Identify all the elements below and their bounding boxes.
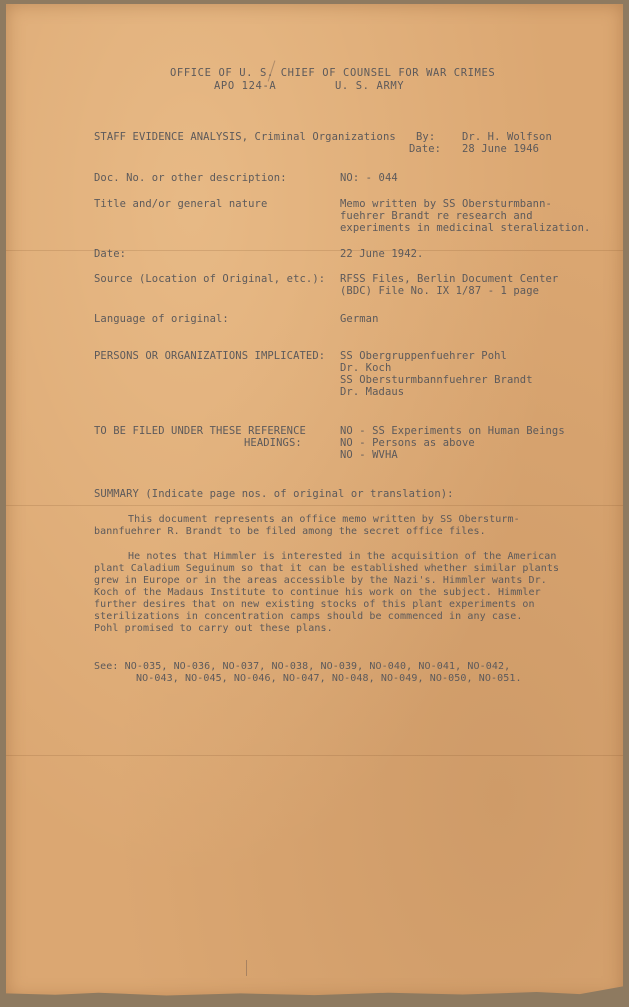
analysis-title: STAFF EVIDENCE ANALYSIS, Criminal Organizations <box>94 131 396 143</box>
summary-heading: SUMMARY (Indicate page nos. of original or translation): <box>94 488 454 500</box>
date-label: Date: <box>409 143 442 155</box>
source-value-line1: RFSS Files, Berlin Document Center <box>340 273 559 285</box>
person-item: Dr. Madaus <box>340 386 405 398</box>
heading-item: NO - SS Experiments on Human Beings <box>340 425 565 437</box>
header-office-line: OFFICE OF U. S. CHIEF OF COUNSEL FOR WAR CRIMES <box>170 67 496 79</box>
pencil-mark-bottom <box>246 960 247 976</box>
heading-item: NO - WVHA <box>340 449 398 461</box>
filed-under-label: TO BE FILED UNDER THESE REFERENCE <box>94 425 306 437</box>
person-item: Dr. Koch <box>340 362 392 374</box>
language-label: Language of original: <box>94 313 229 325</box>
filed-under-headings: HEADINGS: <box>244 437 302 449</box>
summary-p2-line6: sterilizations in concentration camps should be commenced in any case. <box>94 611 523 622</box>
doc-no-value: NO: - 044 <box>340 172 398 184</box>
summary-p1-line1: This document represents an office memo written by SS Obersturm- <box>128 514 520 525</box>
source-label: Source (Location of Original, etc.): <box>94 273 326 285</box>
doc-no-label: Doc. No. or other description: <box>94 172 287 184</box>
person-item: SS Obersturmbannfuehrer Brandt <box>340 374 533 386</box>
title-value-line2: fuehrer Brandt re research and <box>340 210 533 222</box>
summary-p2-line7: Pohl promised to carry out these plans. <box>94 623 333 634</box>
header-army: U. S. ARMY <box>335 80 405 92</box>
see-also-line2: NO-043, NO-045, NO-046, NO-047, NO-048, NO-049, NO-050, NO-051. <box>136 673 522 684</box>
summary-p2-line1: He notes that Himmler is interested in the acquisition of the American <box>128 551 557 562</box>
header-apo: APO 124-A <box>214 80 277 92</box>
source-value-line2: (BDC) File No. IX 1/87 - 1 page <box>340 285 540 297</box>
fold-line-middle <box>6 505 623 506</box>
summary-p2-line5: further desires that on new existing stocks of this plant experiments on <box>94 599 535 610</box>
fold-line-lower <box>6 755 623 756</box>
by-label: By: <box>416 131 436 143</box>
doc-date-label: Date: <box>94 248 127 260</box>
doc-date-value: 22 June 1942. <box>340 248 424 260</box>
summary-p2-line2: plant Caladium Seguinum so that it can be established whether similar plants <box>94 563 560 574</box>
title-value-line1: Memo written by SS Obersturmbann- <box>340 198 552 210</box>
see-also-line1: See: NO-035, NO-036, NO-037, NO-038, NO-039, NO-040, NO-041, NO-042, <box>94 661 511 672</box>
by-value: Dr. H. Wolfson <box>462 131 552 143</box>
persons-label: PERSONS OR ORGANIZATIONS IMPLICATED: <box>94 350 326 362</box>
summary-p2-line3: grew in Europe or in the areas accessible by the Nazi's. Himmler wants Dr. <box>94 575 547 586</box>
summary-p1-line2: bannfuehrer R. Brandt to be filed among the secret office files. <box>94 526 486 537</box>
heading-item: NO - Persons as above <box>340 437 475 449</box>
person-item: SS Obergruppenfuehrer Pohl <box>340 350 507 362</box>
analysis-date: 28 June 1946 <box>462 143 540 155</box>
summary-p2-line4: Koch of the Madaus Institute to continue his work on the subject. Himmler <box>94 587 541 598</box>
language-value: German <box>340 313 379 325</box>
title-label: Title and/or general nature <box>94 198 268 210</box>
title-value-line3: experiments in medicinal steralization. <box>340 222 591 234</box>
